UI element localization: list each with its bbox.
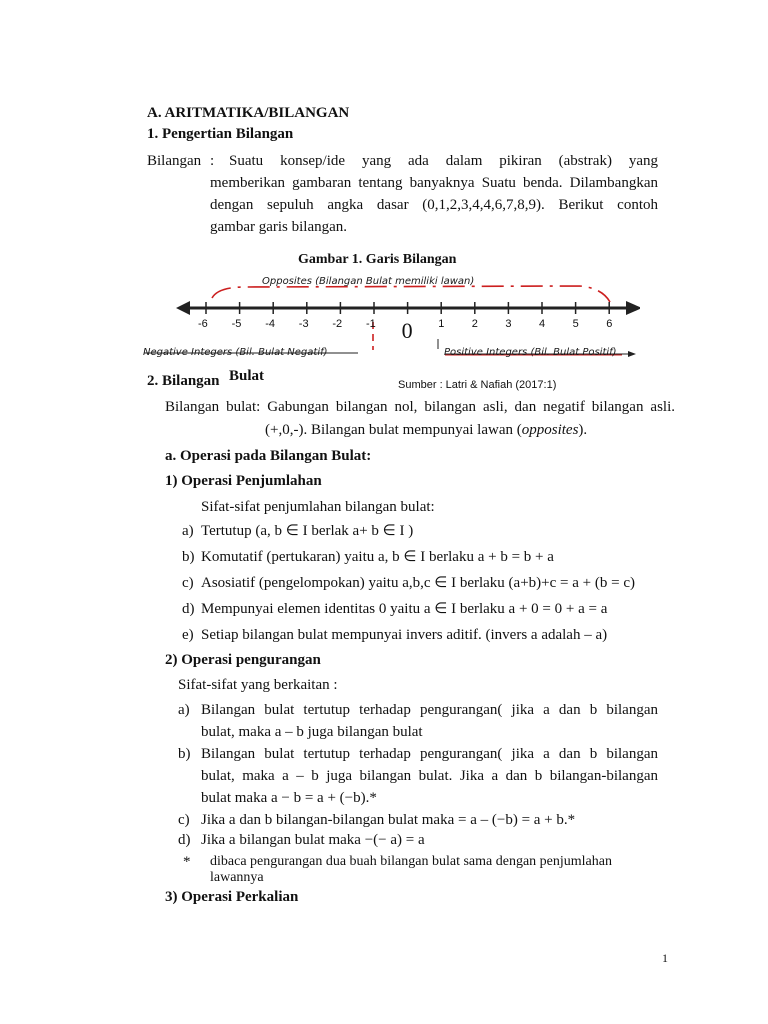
operations-heading: a. Operasi pada Bilangan Bulat: — [165, 448, 372, 464]
definition-line: gambar garis bilangan. — [210, 219, 348, 235]
subtraction-intro: Sifat-sifat yang berkaitan : — [178, 677, 338, 693]
page-number: 1 — [662, 951, 668, 965]
tick-label: -2 — [332, 318, 343, 330]
tick-label: 1 — [438, 318, 445, 330]
positive-integers-label: Positive Integers (Bil. Bulat Positif) — [444, 347, 617, 358]
bulat-text-part: ). — [578, 422, 588, 438]
tick-label: -4 — [265, 318, 275, 330]
list-item: Asosiatif (pengelompokan) yaitu a,b,c ∈ I berlaku (a+b)+c = a + (b = c) — [201, 575, 635, 591]
list-item: Tertutup (a, b ∈ I berlak a+ b ∈ I ) — [201, 523, 414, 539]
definition-line: memberikan gambaran tentang banyaknya Suatu benda. Dilambangkan — [210, 175, 658, 191]
opposites-arc — [212, 286, 610, 302]
note-line: lawannya — [210, 870, 264, 885]
list-marker: a) — [178, 702, 190, 718]
positive-arrowhead — [628, 351, 636, 357]
tick-label: -3 — [298, 318, 309, 330]
tick-label: 0 — [401, 318, 413, 343]
right-arrowhead — [626, 301, 640, 315]
list-marker: b) — [182, 549, 195, 565]
list-item-line: Bilangan bulat tertutup terhadap pengurangan( jika a dan b bilangan — [201, 746, 658, 762]
list-item-line: bulat, maka a – b juga bilangan bulat — [201, 724, 423, 740]
list-item: Setiap bilangan bulat mempunyai invers aditif. (invers a adalah – a) — [201, 627, 608, 643]
definition-colon: : — [210, 153, 215, 169]
addition-intro: Sifat-sifat penjumlahan bilangan bulat: — [201, 499, 435, 515]
left-arrowhead — [176, 301, 190, 315]
negative-integers-label: Negative Integers (Bil. Bulat Negatif) — [143, 347, 328, 358]
bulat-definition-line: Bilangan bulat: Gabungan bilangan nol, bilangan asli, dan negatif bilangan asli. — [165, 399, 675, 415]
bulat-definition-line-2 — [265, 421, 587, 439]
tick-label: 6 — [606, 318, 613, 330]
list-marker: d) — [182, 601, 195, 617]
note-marker: * — [183, 854, 191, 870]
tick-label: -5 — [231, 318, 242, 330]
tick-label: 3 — [505, 318, 512, 330]
section-2-heading-word: Bulat — [229, 368, 265, 384]
tick-label: -1 — [366, 318, 376, 330]
opposites-label: Opposites (Bilangan Bulat memiliki lawan) — [262, 276, 475, 287]
tick-label: 2 — [471, 318, 478, 330]
list-marker: e) — [182, 627, 194, 643]
tick-label: 4 — [539, 318, 546, 330]
definition-line: Suatu konsep/ide yang ada dalam pikiran (abstrak) yang — [229, 153, 658, 169]
list-marker: d) — [178, 832, 191, 848]
section-heading: A. ARITMATIKA/BILANGAN — [147, 105, 350, 121]
tick-label: -6 — [198, 318, 208, 330]
list-marker: b) — [178, 746, 191, 762]
section-2-heading: 2. Bilangan — [147, 373, 220, 389]
tick-label: 5 — [572, 318, 579, 330]
list-marker: c) — [178, 812, 190, 828]
list-item-line: bulat, maka a – b juga bilangan bulat. Jika a dan b bilangan-bilangan — [201, 768, 658, 784]
addition-heading: 1) Operasi Penjumlahan — [165, 473, 322, 489]
list-item-line: Bilangan bulat tertutup terhadap pengurangan( jika a dan b bilangan — [201, 702, 658, 718]
multiplication-heading: 3) Operasi Perkalian — [165, 889, 299, 905]
list-item: Jika a dan b bilangan-bilangan bulat maka = a – (−b) = a + b.* — [201, 812, 576, 828]
subsection-heading: 1. Pengertian Bilangan — [147, 126, 294, 142]
definition-line: dengan sepuluh angka dasar (0,1,2,3,4,4,6,7,8,9). Berikut contoh — [210, 197, 658, 213]
figure-source: Sumber : Latri & Nafiah (2017:1) — [398, 379, 557, 391]
subtraction-heading: 2) Operasi pengurangan — [165, 652, 321, 668]
list-marker: a) — [182, 523, 194, 539]
figure-caption: Gambar 1. Garis Bilangan — [298, 252, 457, 267]
list-item: Jika a bilangan bulat maka −(− a) = a — [201, 832, 425, 848]
list-item-line: bulat maka a − b = a + (−b).* — [201, 790, 377, 806]
note-line: dibaca pengurangan dua buah bilangan bulat sama dengan penjumlahan — [210, 854, 612, 869]
definition-term: Bilangan — [147, 153, 202, 169]
list-item: Komutatif (pertukaran) yaitu a, b ∈ I berlaku a + b = b + a — [201, 549, 554, 565]
list-marker: c) — [182, 575, 194, 591]
bulat-text-part: (+,0,-). Bilangan bulat mempunyai lawan ( — [265, 422, 522, 438]
list-item: Mempunyai elemen identitas 0 yaitu a ∈ I berlaku a + 0 = 0 + a = a — [201, 601, 608, 617]
opposites-term: opposites — [521, 422, 579, 438]
